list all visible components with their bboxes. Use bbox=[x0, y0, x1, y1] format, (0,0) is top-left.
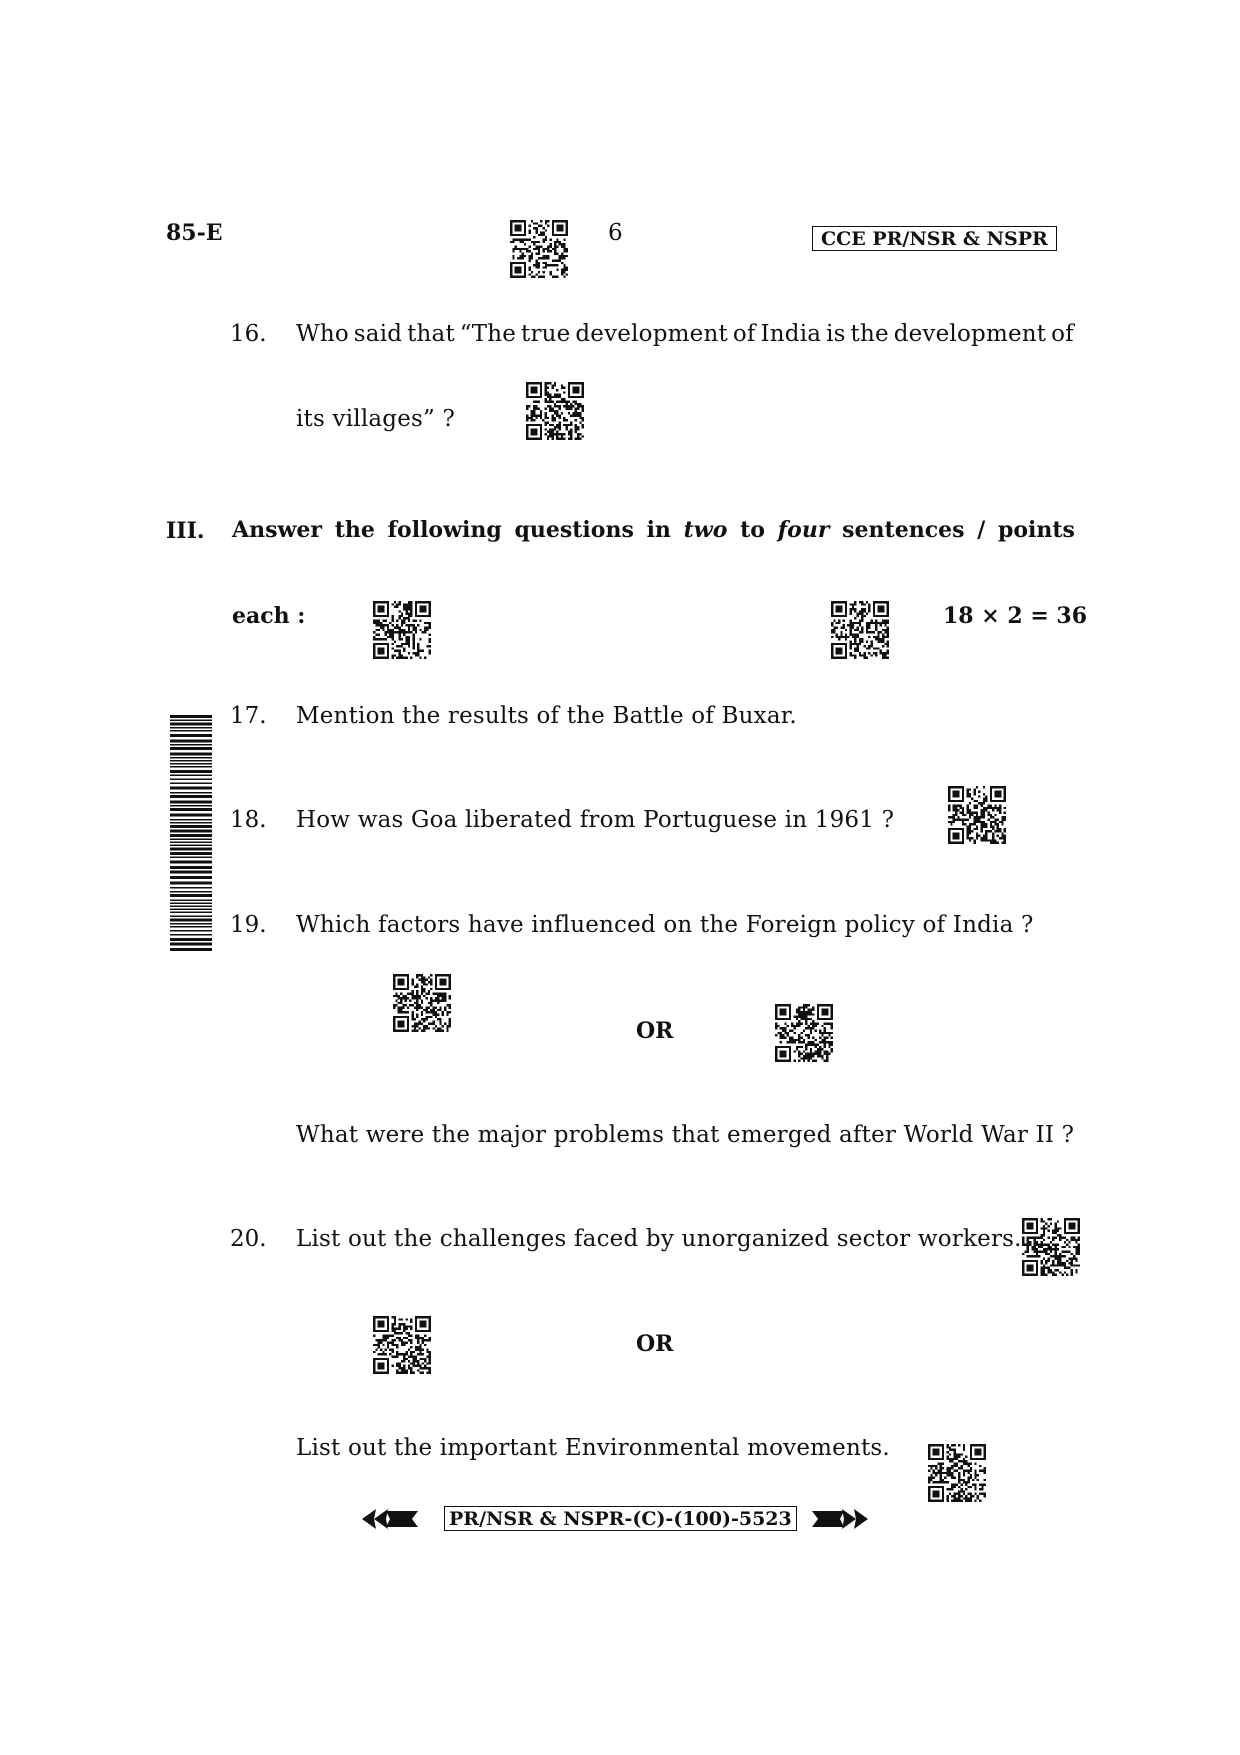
qr-code-icon bbox=[373, 1316, 431, 1374]
or-label: OR bbox=[636, 1018, 674, 1044]
word: sentences bbox=[842, 517, 965, 543]
word: of bbox=[732, 321, 756, 347]
page-number: 6 bbox=[608, 220, 623, 246]
section-instruction-line2: each : bbox=[232, 603, 306, 629]
word: said bbox=[353, 321, 403, 347]
word: “The bbox=[459, 321, 517, 347]
qr-code-icon bbox=[831, 601, 889, 659]
qr-code-icon bbox=[526, 382, 584, 440]
question-number: 16. bbox=[230, 321, 267, 347]
section-numeral: III. bbox=[166, 518, 205, 544]
qr-code-icon bbox=[775, 1004, 833, 1062]
question-number: 17. bbox=[230, 703, 267, 729]
question-number: 19. bbox=[230, 912, 267, 938]
or-label: OR bbox=[636, 1331, 674, 1357]
qr-code-icon bbox=[1022, 1218, 1080, 1276]
word: in bbox=[646, 517, 671, 543]
word: to bbox=[740, 517, 765, 543]
word: points bbox=[997, 517, 1075, 543]
qr-code-icon bbox=[948, 786, 1006, 844]
question-number: 20. bbox=[230, 1226, 267, 1252]
question-text: Which factors have influenced on the Foreign policy of India ? bbox=[296, 912, 1034, 938]
alternative-question-text: What were the major problems that emerged after World War II ? bbox=[296, 1122, 1075, 1148]
word: following bbox=[387, 517, 502, 543]
word: the bbox=[334, 517, 375, 543]
qr-code-icon bbox=[510, 220, 568, 278]
question-16-line2: its villages” ? bbox=[296, 406, 456, 432]
word: that bbox=[407, 321, 455, 347]
word: Who bbox=[296, 321, 349, 347]
word: India bbox=[760, 321, 822, 347]
question-number: 18. bbox=[230, 807, 267, 833]
word: true bbox=[521, 321, 571, 347]
question-text: List out the challenges faced by unorganized sector workers. bbox=[296, 1226, 1022, 1252]
question-text: Mention the results of the Battle of Buxar. bbox=[296, 703, 797, 729]
qr-code-icon bbox=[928, 1444, 986, 1502]
word: Answer bbox=[232, 517, 322, 543]
section-instruction bbox=[232, 517, 1075, 543]
exam-label: CCE PR/NSR & NSPR bbox=[812, 226, 1057, 251]
arrow-right-icon bbox=[812, 1506, 868, 1532]
section-marks: 18 × 2 = 36 bbox=[943, 603, 1088, 629]
word: / bbox=[977, 517, 986, 543]
word: is bbox=[826, 321, 846, 347]
barcode-icon bbox=[170, 715, 212, 951]
paper-code: 85-E bbox=[166, 220, 223, 246]
word: questions bbox=[514, 517, 634, 543]
word: two bbox=[683, 517, 728, 543]
word: of bbox=[1051, 321, 1074, 347]
qr-code-icon bbox=[373, 601, 431, 659]
alternative-question-text: List out the important Environmental movements. bbox=[296, 1435, 890, 1461]
word: four bbox=[777, 517, 830, 543]
question-text: How was Goa liberated from Portuguese in 1961 ? bbox=[296, 807, 895, 833]
arrow-left-icon bbox=[362, 1506, 418, 1532]
word: development bbox=[893, 321, 1047, 347]
footer-code: PR/NSR & NSPR-(C)-(100)-5523 bbox=[444, 1506, 797, 1531]
word: the bbox=[850, 321, 889, 347]
qr-code-icon bbox=[393, 974, 451, 1032]
question-16-line1 bbox=[296, 321, 1074, 347]
word: development bbox=[575, 321, 728, 347]
